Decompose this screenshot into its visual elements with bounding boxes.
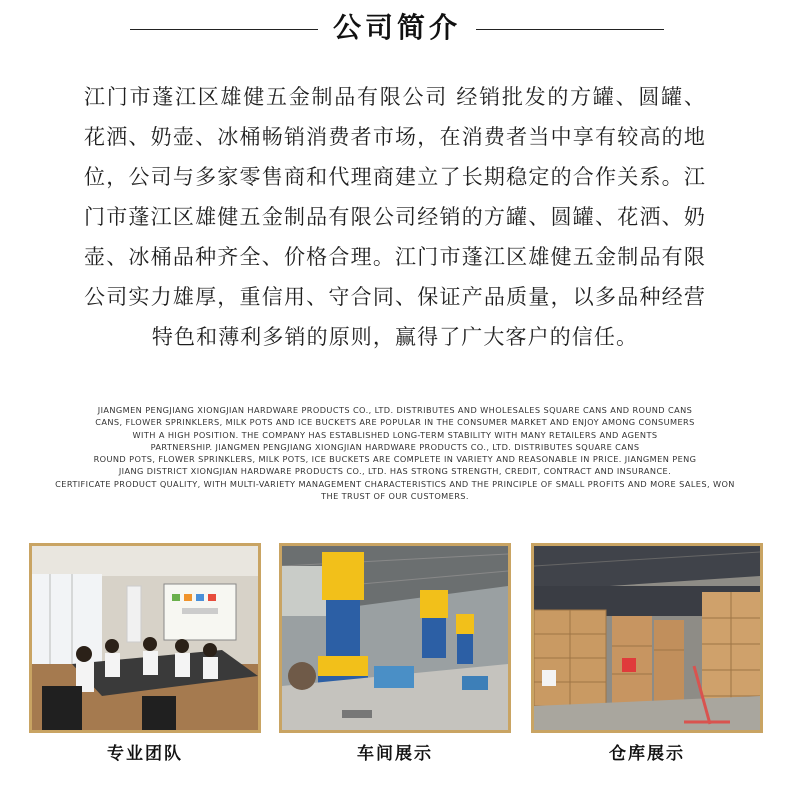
en-line: JIANG DISTRICT XIONGJIAN HARDWARE PRODUCTS CO., LTD. HAS STRONG STRENGTH, CREDIT, CONTRACT AND INSURANCE. [118,466,672,477]
caption-team: 专业团队 [107,744,183,764]
en-line: THE TRUST OF OUR CUSTOMERS. [321,491,469,502]
caption-warehouse: 仓库展示 [609,744,685,764]
intro-paragraph-cn: 江门市蓬江区雄健五金制品有限公司 经销批发的方罐、圆罐、花洒、奶壶、冰桶畅销消费者市场，在消费者当中享有较高的地位，公司与多家零售商和代理商建立了长期稳定的合作关系。江门市蓬江区雄健五金制品有限公司经销的方罐、圆罐、花洒、奶壶、冰桶品种齐全、价格合理。江门市蓬江区雄健五金制品有限公司实力雄厚，重信用、守合同、保证产品质量，以多品种经营特色和薄利多销的原则，赢得了广大客户的信任。 [84,85,706,349]
section-header [0,8,790,48]
team-meeting-photo [29,543,261,733]
en-line: WITH A HIGH POSITION. THE COMPANY HAS ESTABLISHED LONG-TERM STABILITY WITH MANY RETAILERS AND AGENTS [132,429,658,440]
caption-workshop: 车间展示 [357,744,433,764]
en-line: ROUND POTS, FLOWER SPRINKLERS, MILK POTS, ICE BUCKETS ARE COMPLETE IN VARIETY AND REASONABLE IN PRICE. JIANGMEN PENG [93,454,697,465]
en-line: PARTNERSHIP. JIANGMEN PENGJIANG XIONGJIAN HARDWARE PRODUCTS CO., LTD. DISTRIBUTES SQUARE CANS [150,441,640,452]
page-title: 公司简介 [332,11,461,44]
title-rule-right [476,29,664,30]
intro-paragraph-en [0,404,790,502]
warehouse-photo [531,543,763,733]
en-line: CANS, FLOWER SPRINKLERS, MILK POTS AND ICE BUCKETS ARE POPULAR IN THE CONSUMER MARKET AND ENJOY AMONG CONSUMERS [95,417,695,428]
photo-gallery [0,543,790,733]
workshop-photo [279,543,511,733]
title-rule-left [130,29,318,30]
en-line: CERTIFICATE PRODUCT QUALITY, WITH MULTI-VARIETY MANAGEMENT CHARACTERISTICS AND THE PRINCIPLE OF SMALL PROFITS AND MORE SALES, WON [55,478,735,489]
en-line: JIANGMEN PENGJIANG XIONGJIAN HARDWARE PRODUCTS CO., LTD. DISTRIBUTES AND WHOLESALES SQUARE CANS AND ROUND CANS [97,405,693,415]
